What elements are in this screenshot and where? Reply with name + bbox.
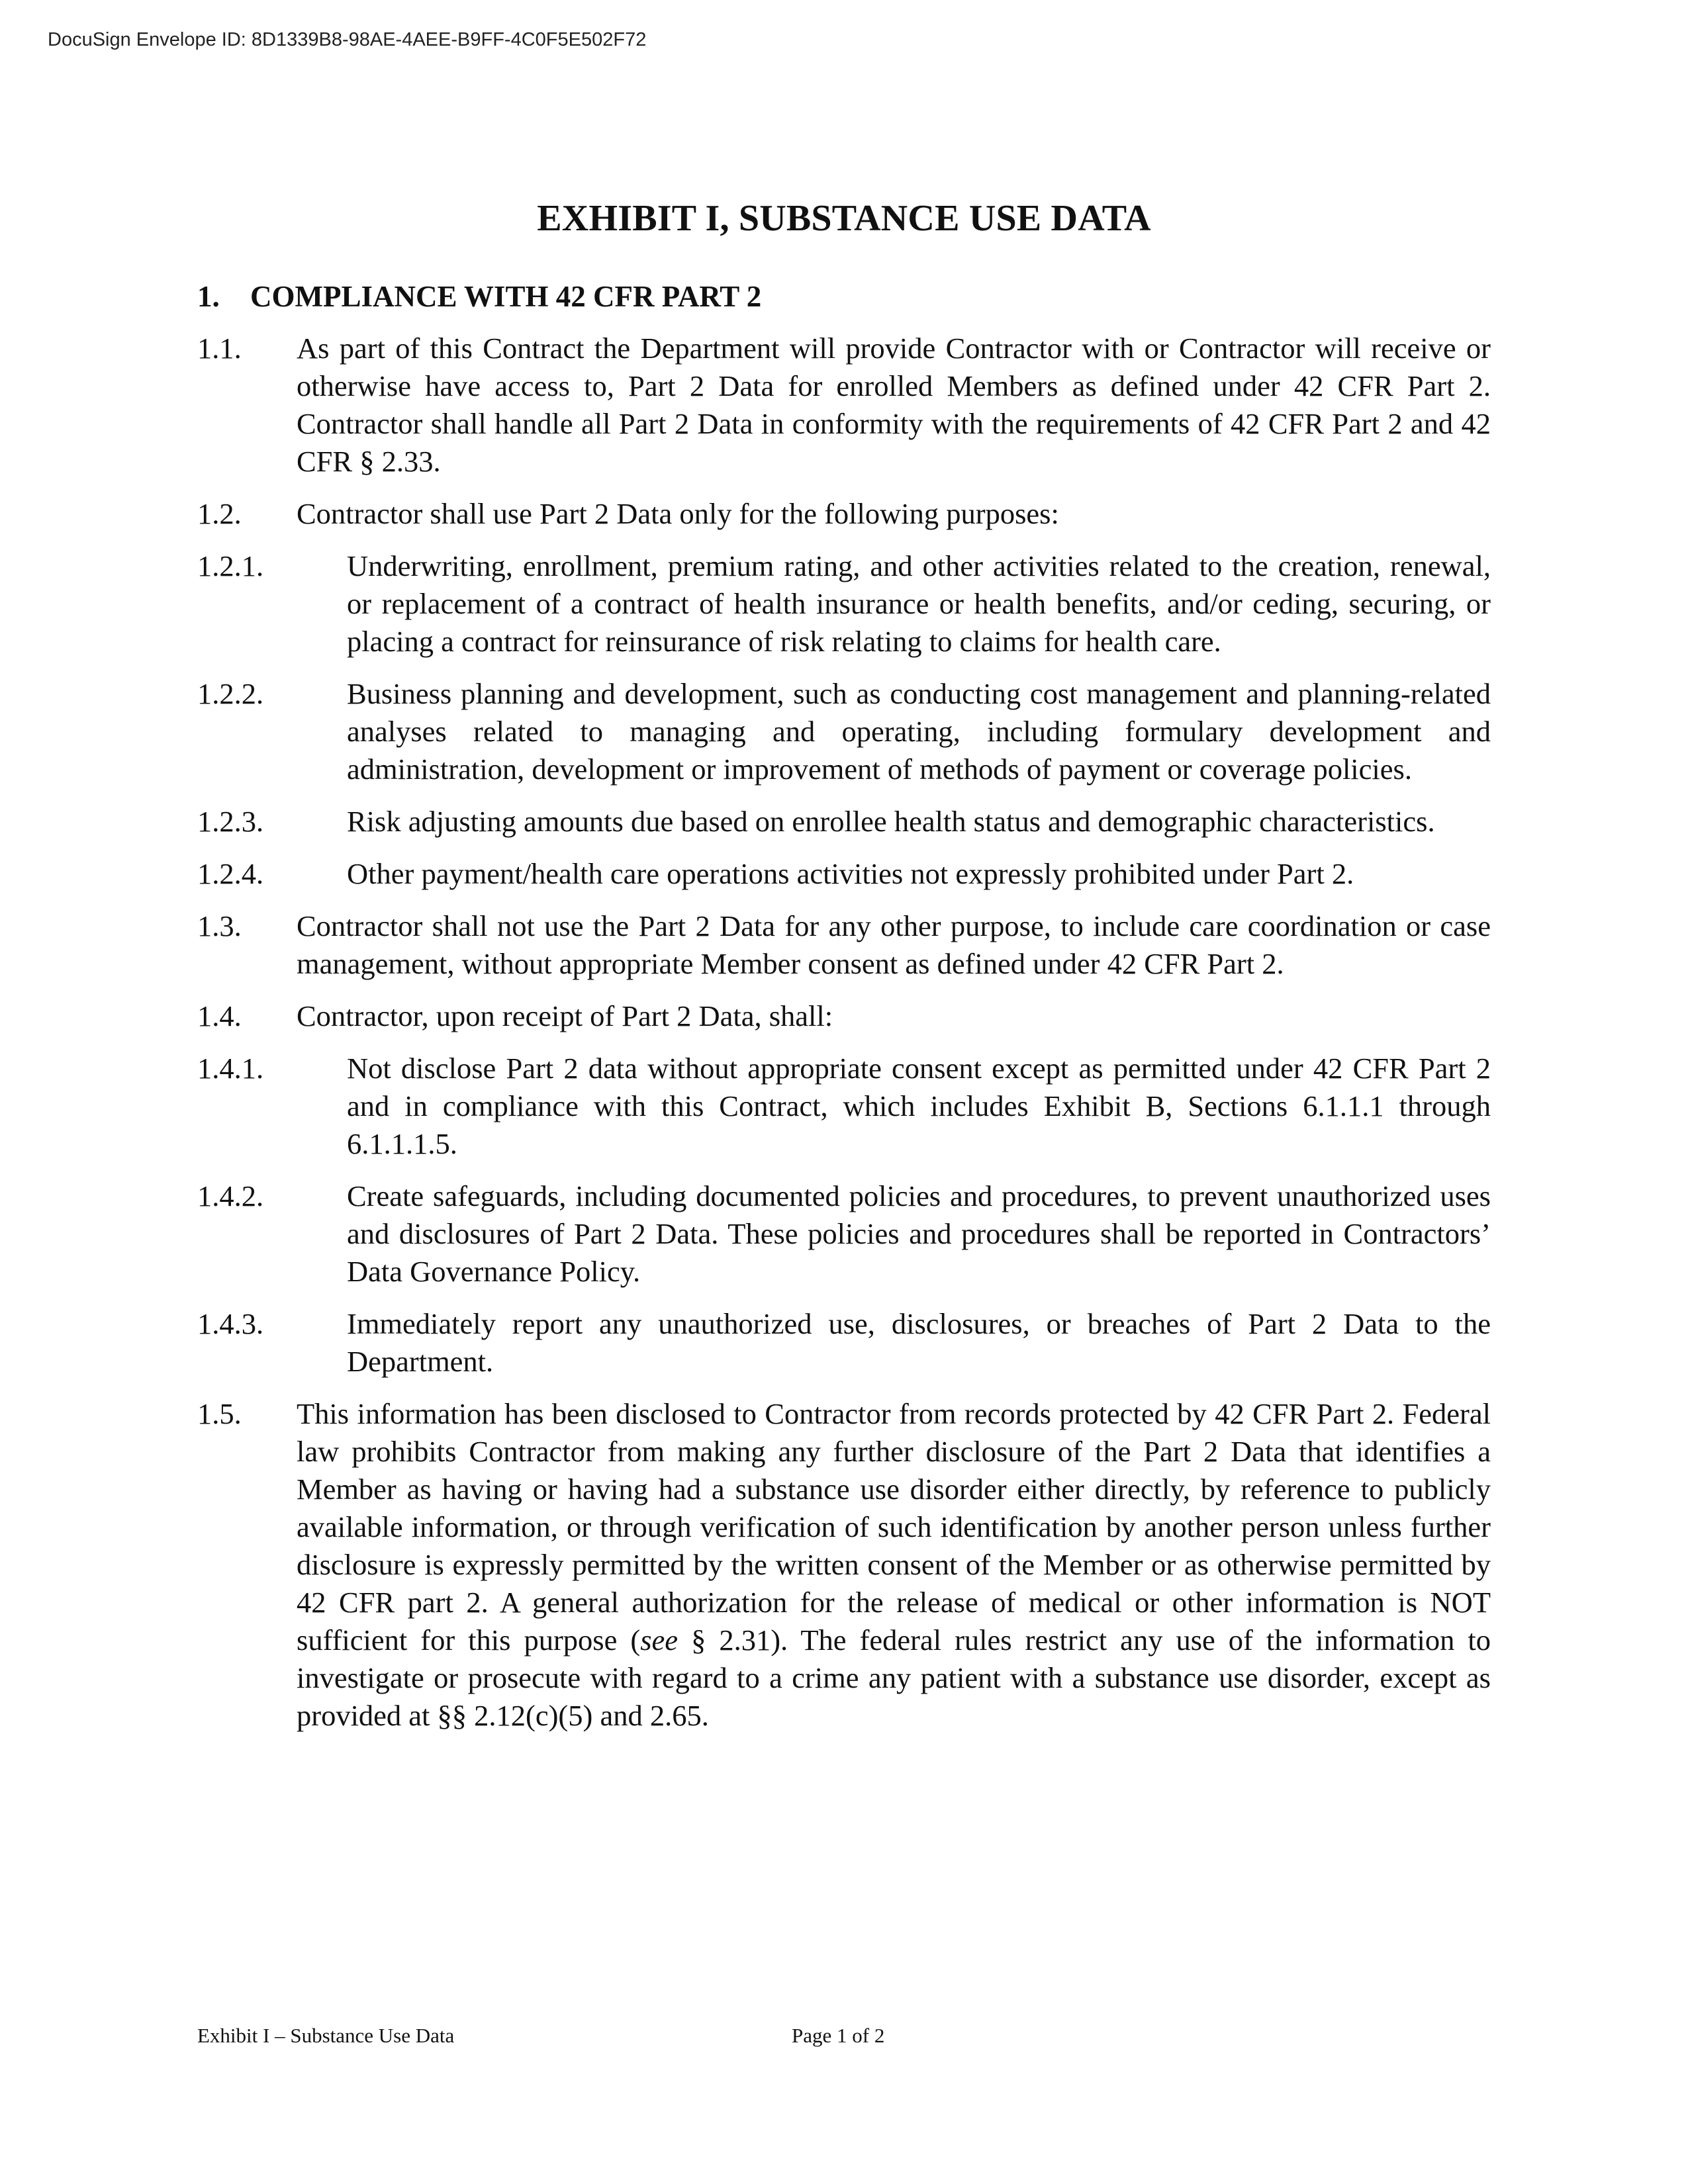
clause-1-4-1	[197, 1050, 1491, 1163]
clause-number: 1.2.4.	[197, 857, 264, 890]
section-number: 1.	[197, 280, 220, 313]
document-title: EXHIBIT I, SUBSTANCE USE DATA	[537, 198, 1151, 239]
clause-text: Risk adjusting amounts due based on enrollee health status and demographic characteristics.	[347, 805, 1435, 838]
clause-number: 1.3.	[197, 909, 242, 942]
clause-1-4-2	[197, 1177, 1491, 1291]
section-title: COMPLIANCE WITH 42 CFR PART 2	[250, 280, 762, 313]
clause-text: Business planning and development, such as conducting cost management and planning-related analyses related to managing and operating, including formulary development and administration, development or improvement of methods of payment or coverage policies.	[347, 677, 1491, 786]
footer-exhibit-label: Exhibit I – Substance Use Data	[197, 2024, 455, 2047]
clause-1-2-1	[197, 547, 1491, 660]
clause-number: 1.4.1.	[197, 1052, 264, 1085]
footer-page-number: Page 1 of 2	[792, 2024, 885, 2047]
clause-text: Contractor shall use Part 2 Data only for the following purposes:	[297, 497, 1059, 530]
see-italic: see	[640, 1623, 679, 1657]
clause-text: Contractor shall not use the Part 2 Data for any other purpose, to include care coordination or case management, without appropriate Member consent as defined under 42 CFR Part 2.	[297, 909, 1491, 980]
clause-1-3	[197, 907, 1491, 983]
clause-number: 1.2.1.	[197, 549, 264, 582]
clause-text: Immediately report any unauthorized use, disclosures, or breaches of Part 2 Data to the Department.	[347, 1307, 1491, 1378]
clause-number: 1.2.3.	[197, 805, 264, 838]
clause-number: 1.1.	[197, 332, 242, 365]
clause-number: 1.2.	[197, 497, 242, 530]
clause-number: 1.4.	[197, 999, 242, 1032]
clause-number: 1.4.2.	[197, 1179, 264, 1212]
clause-text: As part of this Contract the Department will provide Contractor with or Contractor will receive or otherwise have access to, Part 2 Data for enrolled Members as defined under 42 CFR Part 2. Contractor shall handle all Part 2 Data in conformity with the requirements of 42 CFR Part 2 and 42 CFR § 2.33.	[297, 332, 1491, 478]
clause-text-part: § 2.31). The federal rules restrict any use of the information to investigate or prosecute with regard to a crime any patient with a substance use disorder, except as provided at §§ 2.12(c)(5) and 2.65.	[297, 1623, 1491, 1732]
clause-text-part: This information has been disclosed to Contractor from records protected by 42 CFR Part 2. Federal law prohibits Contractor from making any further disclosure of the Part 2 Data that identifies a Member as having or having had a substance use disorder either directly, by reference to publicly available information, or through verification of such identification by another person unless further disclosure is expressly permitted by the written consent of the Member or as otherwise permitted by 42 CFR part 2. A general authorization for the release of medical or other information is NOT sufficient for this purpose (	[297, 1397, 1491, 1657]
document-body	[197, 277, 1491, 1749]
clause-number: 1.2.2.	[197, 677, 264, 710]
section-heading	[197, 277, 1491, 316]
clause-1-4-3	[197, 1305, 1491, 1381]
clause-text: Underwriting, enrollment, premium rating, and other activities related to the creation, renewal, or replacement of a contract of health insurance or health benefits, and/or ceding, securing, or placing a contract for reinsurance of risk relating to claims for health care.	[347, 549, 1491, 658]
clause-1-4	[197, 997, 1491, 1035]
docusign-envelope-id: DocuSign Envelope ID: 8D1339B8-98AE-4AEE-B9FF-4C0F5E502F72	[48, 29, 647, 50]
clause-text: Create safeguards, including documented policies and procedures, to prevent unauthorized uses and disclosures of Part 2 Data. These policies and procedures shall be reported in Contractors’ Data Governance Policy.	[347, 1179, 1491, 1288]
clause-text: Contractor, upon receipt of Part 2 Data, shall:	[297, 999, 833, 1032]
clause-1-1	[197, 330, 1491, 480]
clause-1-5	[197, 1395, 1491, 1735]
clause-1-2-3	[197, 803, 1491, 841]
clause-1-2	[197, 495, 1491, 533]
clause-number: 1.5.	[197, 1397, 242, 1430]
clause-number: 1.4.3.	[197, 1307, 264, 1340]
clause-text: Other payment/health care operations activities not expressly prohibited under Part 2.	[347, 857, 1354, 890]
clause-1-2-4	[197, 855, 1491, 893]
clause-text	[297, 1395, 1491, 1735]
clause-1-2-2	[197, 675, 1491, 788]
clause-text: Not disclose Part 2 data without appropriate consent except as permitted under 42 CFR Part 2 and in compliance with this Contract, which includes Exhibit B, Sections 6.1.1.1 through 6.1.1.1.5.	[347, 1052, 1491, 1160]
